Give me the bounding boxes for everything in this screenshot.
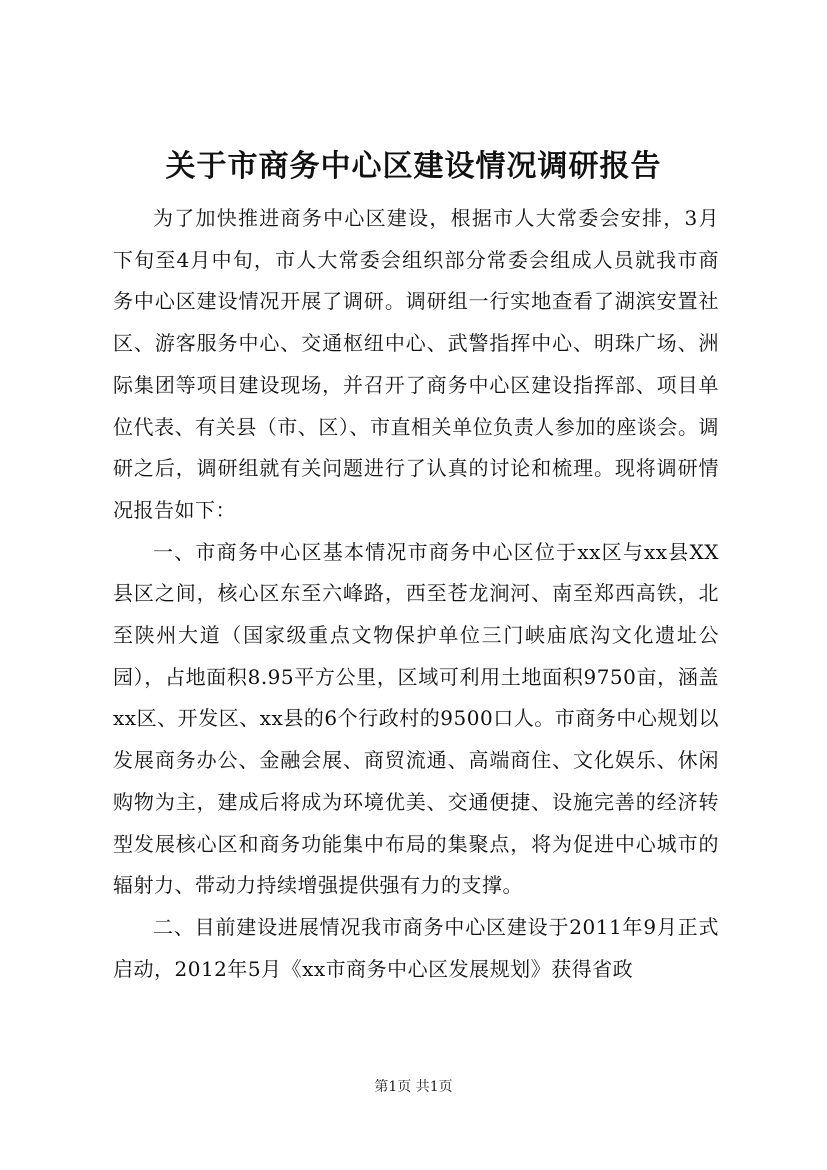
- document-title: 关于市商务中心区建设情况调研报告: [165, 149, 662, 184]
- paragraph-section-2: 二、目前建设进展情况我市商务中心区建设于2011年9月正式启动，2012年5月《xx市商务中心区发展规划》获得省政: [113, 914, 719, 981]
- document-body: [113, 198, 719, 990]
- page-footer: 第1页 共1页: [374, 1079, 453, 1095]
- paragraph-section-1: 一、市商务中心区基本情况市商务中心区位于xx区与xx县XX县区之间，核心区东至六峰路，西至苍龙涧河、南至郑西高铁，北至陕州大道（国家级重点文物保护单位三门峡庙底沟文化遗址公园），占地面积8.95平方公里，区域可利用土地面积9750亩，涵盖xx区、开发区、xx县的6个行政村的9500口人。市商务中心规划以发展商务办公、金融会展、商贸流通、高端商住、文化娱乐、休闲购物为主，建成后将成为环境优美、交通便捷、设施完善的经济转型发展核心区和商务功能集中布局的集聚点，将为促进中心城市的辐射力、带动力持续增强提供强有力的支撑。: [113, 539, 719, 898]
- paragraph-intro: 为了加快推进商务中心区建设，根据市人大常委会安排，3月下旬至4月中旬，市人大常委会组织部分常委会组成人员就我市商务中心区建设情况开展了调研。调研组一行实地查看了湖滨安置社区、游客服务中心、交通枢纽中心、武警指挥中心、明珠广场、洲际集团等项目建设现场，并召开了商务中心区建设指挥部、项目单位代表、有关县（市、区）、市直相关单位负责人参加的座谈会。调研之后，调研组就有关问题进行了认真的讨论和梳理。现将调研情况报告如下：: [113, 206, 719, 522]
